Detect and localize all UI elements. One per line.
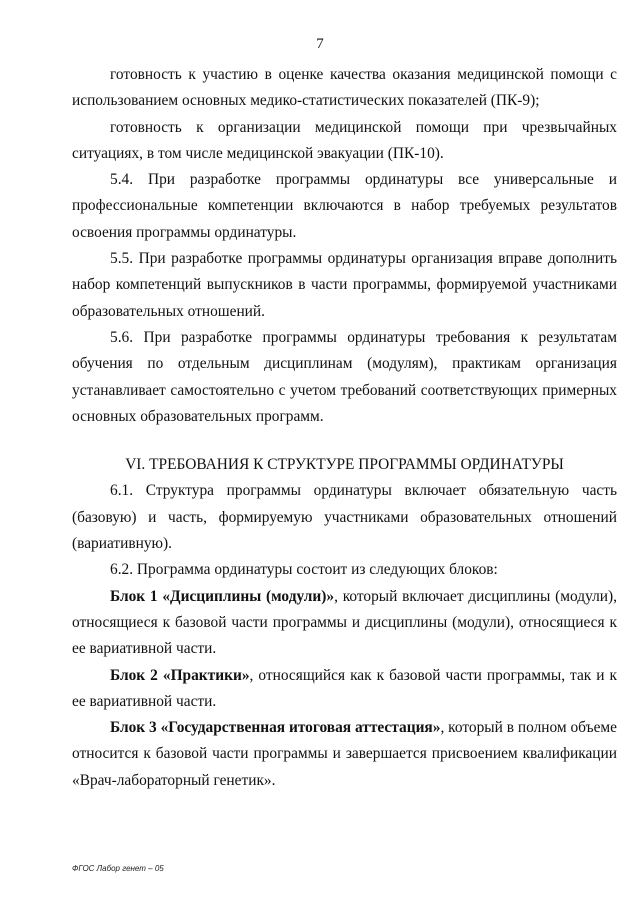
block-2-paragraph [72, 663, 617, 716]
paragraph-pk9: готовность к участию в оценке качества оказания медицинской помощи с использованием основных медико-статистических показателей (ПК-9); [72, 66, 617, 110]
block-1-title: Блок 1 «Дисциплины (модули)» [110, 587, 335, 605]
block-1-paragraph [72, 584, 617, 663]
paragraph-6-1: 6.1. Структура программы ординатуры включает обязательную часть (базовую) и часть, формируемую участниками образовательных отношений (вариативную). [72, 482, 617, 553]
paragraph-5-6: 5.6. При разработке программы ординатуры требования к результатам обучения по отдельным дисциплинам (модулям), практикам организация устанавливает самостоятельно с учетом требований соответствующих примерных основных образовательных программ. [72, 328, 617, 425]
block-3-paragraph [72, 715, 617, 794]
paragraph-5-5: 5.5. При разработке программы ординатуры организация вправе дополнить набор компетенций выпускников в части программы, формируемой участниками образовательных отношений. [72, 250, 617, 320]
document-body [72, 62, 617, 794]
paragraph-pk10: готовность к организации медицинской помощи при чрезвычайных ситуациях, в том числе медицинской эвакуации (ПК-10). [72, 118, 617, 162]
block-2-text: , относящийся как к базовой части программы, так и к ее вариативной части. [72, 666, 617, 710]
section-title: VI. ТРЕБОВАНИЯ К СТРУКТУРЕ ПРОГРАММЫ ОРДИНАТУРЫ [125, 456, 564, 474]
block-2-title: Блок 2 «Практики» [110, 666, 250, 684]
block-1-text: , который включает дисциплины (модули), относящиеся к базовой части программы и дисциплины (модули), относящиеся к ее вариативной части. [72, 587, 617, 658]
footer-code: ФГОС Лабор генет – 05 [72, 864, 164, 873]
paragraph-5-4: 5.4. При разработке программы ординатуры все универсальные и профессиональные компетенции включаются в набор требуемых результатов освоения программы ординатуры. [72, 171, 617, 241]
block-3-title: Блок 3 «Государственная итоговая аттестация» [110, 719, 441, 737]
block-3-text: , который в полном объеме относится к базовой части программы и завершается присвоением квалификации «Врач-лабораторный генетик». [72, 719, 617, 789]
paragraph-6-2: 6.2. Программа ординатуры состоит из следующих блоков: [110, 561, 498, 579]
page-number: 7 [316, 36, 324, 52]
